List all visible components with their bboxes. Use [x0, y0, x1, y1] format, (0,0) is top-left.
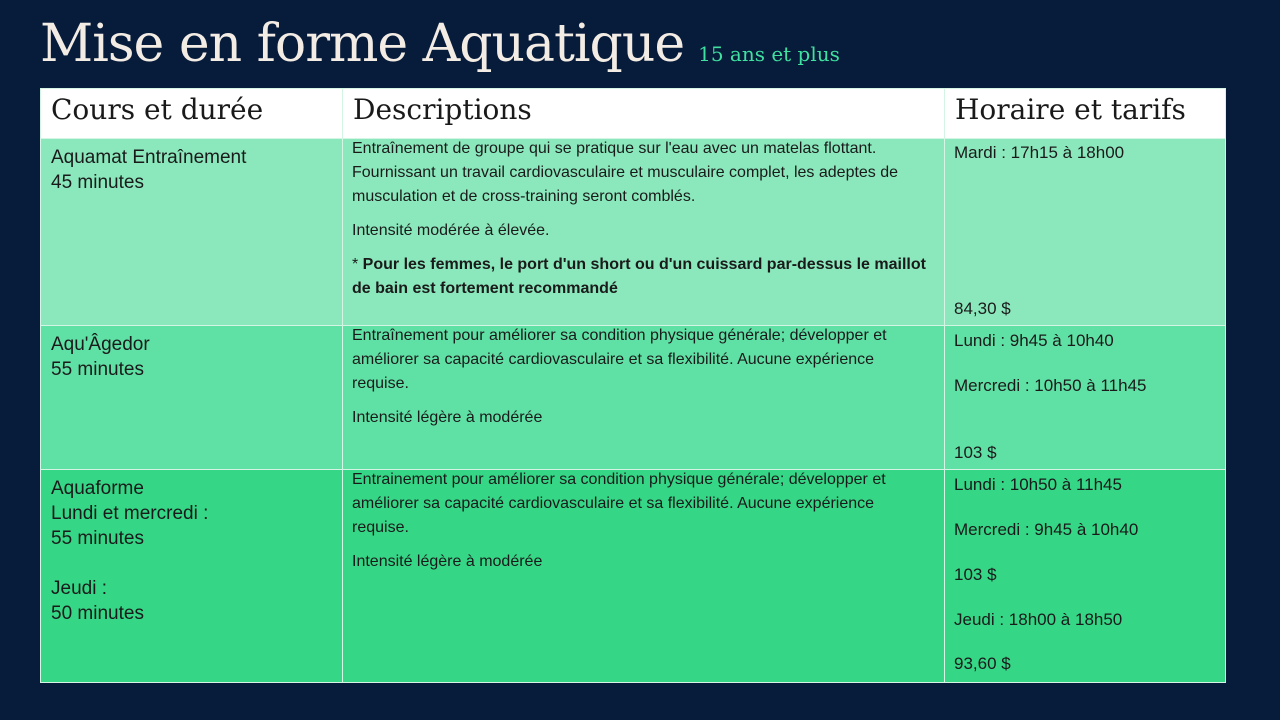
- intensity-text: Intensité légère à modérée: [352, 409, 543, 426]
- price: 93,60 $: [954, 654, 1011, 673]
- column-header-schedule: Horaire et tarifs: [945, 89, 1226, 139]
- schedule-line: Mercredi : 10h50 à 11h45: [954, 376, 1147, 395]
- course-name: Aquaforme: [51, 478, 144, 499]
- course-duration: 55 minutes: [51, 359, 144, 380]
- schedule-line: Lundi : 10h50 à 11h45: [954, 475, 1122, 494]
- column-header-description: Descriptions: [343, 89, 945, 139]
- note-asterisk: *: [352, 256, 363, 273]
- intensity-text: Intensité légère à modérée: [352, 553, 543, 570]
- schedule-line: Mercredi : 9h45 à 10h40: [954, 520, 1139, 539]
- course-duration: 45 minutes: [51, 172, 144, 193]
- course-spacer: [51, 551, 332, 576]
- description-text: Entraînement pour améliorer sa condition physique générale; développer et améliorer sa capacité cardiovasculaire et sa flexibilité. Aucune expérience requise.: [352, 327, 887, 392]
- courses-table: [40, 88, 1226, 683]
- course-duration: 55 minutes: [51, 528, 144, 549]
- description-cell: [343, 139, 945, 326]
- course-duration: 50 minutes: [51, 603, 144, 624]
- course-cell: [41, 470, 343, 683]
- course-cell: [41, 326, 343, 470]
- course-name: Aqu'Âgedor: [51, 334, 150, 355]
- table-row: [41, 326, 1226, 470]
- description-text: Entraînement de groupe qui se pratique sur l'eau avec un matelas flottant. Fournissant un travail cardiovasculaire et musculaire complet, les adeptes de musculation et de cross-training seront comblés.: [352, 140, 899, 205]
- price: 103 $: [954, 443, 997, 462]
- schedule-line: Lundi : 9h45 à 10h40: [954, 331, 1114, 350]
- page-title: Mise en forme Aquatique: [40, 14, 685, 74]
- description-cell: [343, 470, 945, 683]
- column-header-course: Cours et durée: [41, 89, 343, 139]
- page-subtitle: 15 ans et plus: [698, 42, 840, 66]
- table-header-row: [41, 89, 1226, 139]
- price: 103 $: [954, 565, 997, 584]
- table-row: [41, 139, 1226, 326]
- schedule-line: Jeudi : 18h00 à 18h50: [954, 610, 1123, 629]
- page-header: [40, 14, 840, 74]
- price: 84,30 $: [954, 299, 1011, 318]
- schedule-cell: [945, 470, 1226, 683]
- course-name: Aquamat Entraînement: [51, 147, 247, 168]
- description-text: Entrainement pour améliorer sa condition physique générale; développer et améliorer sa capacité cardiovasculaire et sa flexibilité. Aucune expérience requise.: [352, 471, 886, 536]
- course-days: Jeudi :: [51, 578, 107, 599]
- note-text: Pour les femmes, le port d'un short ou d'un cuissard par-dessus le maillot de bain est fortement recommandé: [352, 256, 926, 297]
- course-cell: [41, 139, 343, 326]
- schedule-cell: [945, 326, 1226, 470]
- schedule-line: Mardi : 17h15 à 18h00: [954, 143, 1125, 162]
- intensity-text: Intensité modérée à élevée.: [352, 222, 550, 239]
- description-note: [352, 253, 934, 301]
- description-cell: [343, 326, 945, 470]
- course-days: Lundi et mercredi :: [51, 503, 209, 524]
- table-row: [41, 470, 1226, 683]
- schedule-cell: [945, 139, 1226, 326]
